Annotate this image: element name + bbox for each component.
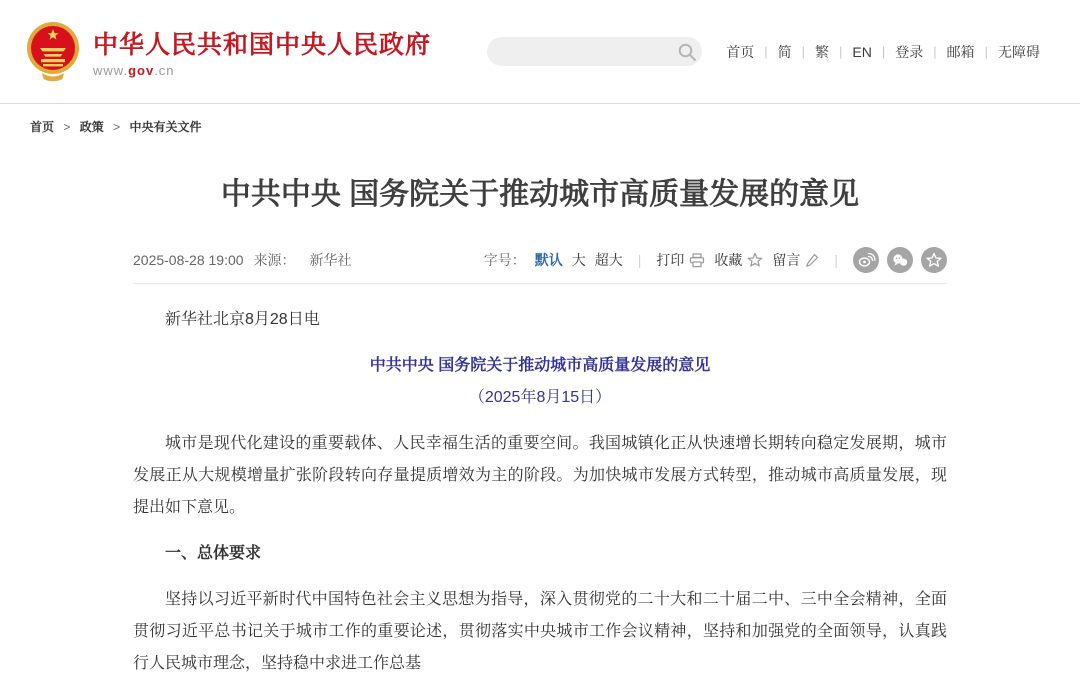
breadcrumb-separator: > (113, 120, 121, 134)
site-brand[interactable] (25, 21, 431, 83)
breadcrumb-central-documents[interactable]: 中央有关文件 (129, 120, 202, 134)
qzone-share-icon[interactable] (921, 247, 947, 273)
meta-divider-line (133, 283, 947, 284)
search-icon[interactable] (677, 42, 697, 62)
wechat-share-icon[interactable] (887, 247, 913, 273)
source-value: 新华社 (309, 252, 352, 268)
nav-home[interactable]: 首页 (726, 43, 755, 60)
comment-button[interactable] (772, 250, 819, 270)
section-1-paragraph: 坚持以习近平新时代中国特色社会主义思想为指导，深入贯彻党的二十大和二十届二中、三中全会精神，全面贯彻习近平总书记关于城市工作的重要论述，贯彻落实中央城市工作会议精神，坚持和加强党的全面领导，认真践行人民城市理念，坚持稳中求进工作总基 (133, 591, 947, 672)
url-prefix: www. (93, 63, 129, 78)
search-box[interactable] (487, 37, 702, 66)
weibo-share-icon[interactable] (853, 247, 879, 273)
dateline: 新华社北京8月28日电 (165, 311, 320, 328)
printer-icon (689, 253, 705, 268)
site-title: 中华人民共和国中央人民政府 (93, 31, 432, 59)
breadcrumb-policy[interactable]: 政策 (79, 120, 104, 134)
national-emblem-icon (25, 21, 81, 83)
nav-english[interactable]: EN (852, 43, 872, 60)
nav-separator: | (801, 44, 805, 59)
site-url (93, 63, 431, 78)
nav-separator: | (838, 44, 843, 59)
breadcrumb-separator: > (63, 120, 71, 134)
font-size-xlarge[interactable]: 超大 (594, 252, 623, 268)
url-suffix: .cn (154, 63, 175, 78)
search-input[interactable] (501, 44, 677, 59)
font-size-default[interactable]: 默认 (534, 252, 563, 268)
nav-mail[interactable]: 邮箱 (946, 43, 975, 60)
nav-simplified[interactable]: 简 (777, 43, 792, 60)
breadcrumb (0, 104, 1080, 147)
section-1-heading: 一、总体要求 (165, 545, 262, 562)
meta-right (484, 247, 947, 273)
meta-divider: | (834, 252, 838, 268)
article-body (133, 304, 947, 680)
nav-separator: | (933, 44, 937, 59)
share-buttons (853, 247, 947, 273)
meta-divider: | (637, 252, 642, 268)
star-icon (747, 252, 763, 268)
site-header (0, 0, 1080, 104)
header-right (487, 37, 1050, 66)
source-label: 来源： (253, 252, 296, 268)
nav-login[interactable]: 登录 (895, 43, 924, 60)
comment-label: 留言 (772, 252, 801, 268)
nav-separator: | (984, 44, 988, 59)
publish-datetime: 2025-08-28 19:00 (133, 252, 244, 268)
article-meta-bar (133, 247, 947, 273)
print-label: 打印 (656, 252, 685, 268)
favorite-label: 收藏 (714, 252, 743, 268)
nav-separator: | (881, 44, 886, 59)
favorite-button[interactable] (714, 250, 763, 270)
meta-left (133, 250, 352, 270)
top-nav (716, 42, 1050, 62)
intro-paragraph: 城市是现代化建设的重要载体、人民幸福生活的重要空间。我国城镇化正从快速增长期转向稳定发展期，城市发展正从大规模增量扩张阶段转向存量提质增效为主的阶段。为加快城市发展方式转型，推动城市高质量发展，现提出如下意见。 (133, 435, 947, 516)
article-container (133, 173, 947, 680)
print-button[interactable] (656, 250, 705, 270)
font-size-label: 字号： (483, 252, 526, 268)
pencil-icon (805, 253, 819, 268)
document-title: 中共中央 国务院关于推动城市高质量发展的意见 (369, 357, 711, 374)
nav-separator: | (764, 44, 768, 59)
page-title: 中共中央 国务院关于推动城市高质量发展的意见 (220, 178, 860, 211)
nav-traditional[interactable]: 繁 (814, 43, 829, 60)
document-date: （2025年8月15日） (468, 389, 612, 406)
breadcrumb-home[interactable]: 首页 (30, 120, 55, 134)
font-size-large[interactable]: 大 (571, 252, 586, 268)
url-highlight: gov (128, 63, 155, 78)
nav-accessibility[interactable]: 无障碍 (998, 43, 1040, 60)
